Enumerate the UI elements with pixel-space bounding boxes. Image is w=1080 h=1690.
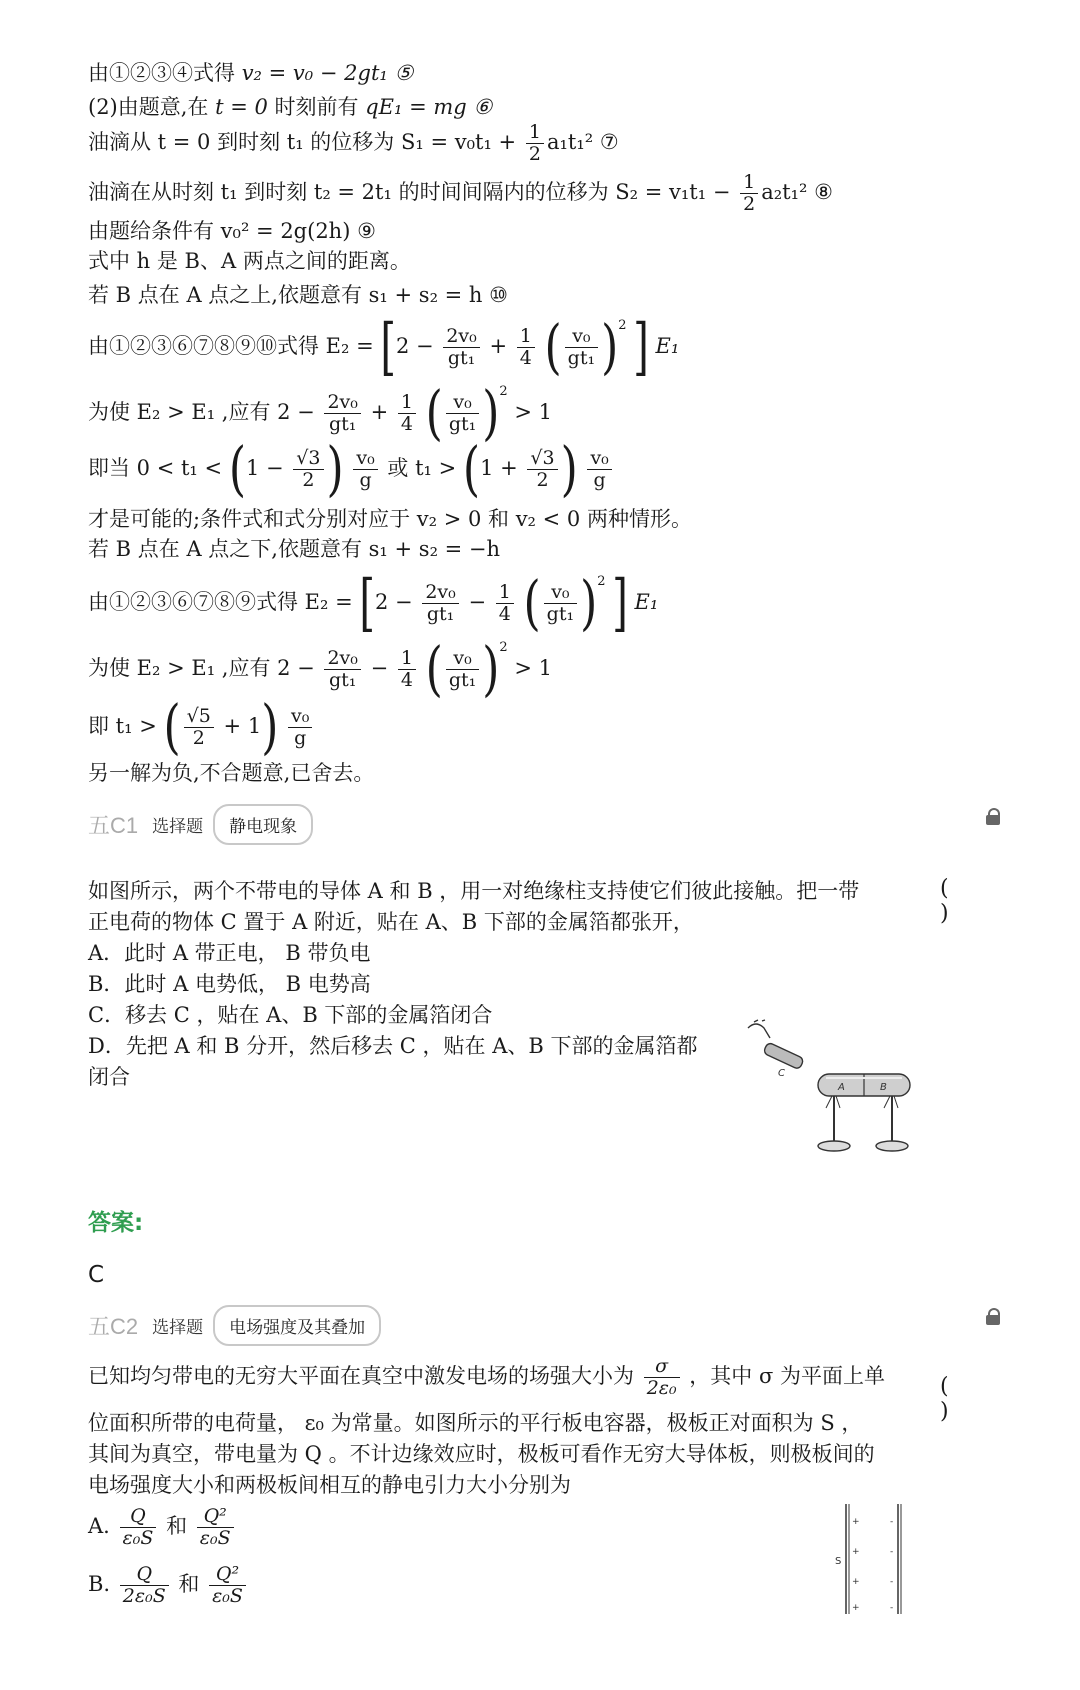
label-b: B <box>880 1082 887 1093</box>
solution-line-4: 油滴在从时刻 t₁ 到时刻 t₂ = 2t₁ 的时间间隔内的位移为 S₂ = v₁t₁ − $\frac{1}{2}$ a₂t₁² ⑧ <box>88 171 833 215</box>
solution-line-5: 由题给条件有 v₀² = 2g(2h) ⑨ <box>88 219 376 243</box>
svg-text:-: - <box>890 1547 894 1557</box>
q1-conductor-figure <box>740 1018 920 1160</box>
label-a: A <box>838 1082 845 1093</box>
q1-answer-paren: ( ) <box>940 876 993 926</box>
answer-label: 答案: <box>88 1210 144 1236</box>
solution-line-7: 若 B 点在 A 点之上,依题意有 s₁ + s₂ = h ⑩ <box>88 283 508 307</box>
q2-answer-paren: ( ) <box>940 1374 993 1424</box>
svg-text:+: + <box>852 1517 860 1527</box>
label-c: C <box>778 1068 785 1079</box>
svg-text:-: - <box>890 1577 894 1587</box>
q2-type: 选择题 <box>152 1318 204 1338</box>
q1-type: 选择题 <box>152 817 204 837</box>
q1-code: 五C1 <box>88 813 139 838</box>
q1-option-a: A．此时 A 带正电， B 带负电 <box>88 941 371 965</box>
answer-value: C <box>88 1262 105 1288</box>
label-s: S <box>835 1556 842 1567</box>
solution-line-8: 由①②③⑥⑦⑧⑨⑩式得 E₂ = [2 − $\frac{\text{2v₀}}{\text{gt₁}}$ + $\frac{1}{4}$ ( $\frac{\text{v₀}}{\text{gt₁}}$ )$^2$ ] E₁ <box>88 311 680 384</box>
q2-stem-line-1: 已知均匀带电的无穷大平面在真空中激发电场的场强大小为 $\frac{\sigma}{\text{2ε₀}}$ ，其中 σ 为平面上单 <box>88 1355 885 1399</box>
solution-line-15: 即 t₁ > ( $\frac{√5}{2}$ + 1) $\frac{\text{v₀}}{g}$ <box>88 700 315 755</box>
q2-option-b: B. $\frac{Q}{\text{2ε₀S}}$ 和 $\frac{\text{Q²}}{\text{ε₀S}}$ <box>88 1564 249 1607</box>
solution-line-13: 由①②③⑥⑦⑧⑨式得 E₂ = [2 − $\frac{\text{2v₀}}{\text{gt₁}}$ − $\frac{1}{4}$ ( $\frac{\text{v₀}}{\text{gt₁}}$ )$^2$ ] E₁ <box>88 567 659 640</box>
q1-option-d: D．先把 A 和 B 分开，然后移去 C ，贴在 A、B 下部的金属箔都 <box>88 1034 698 1058</box>
q2-header <box>88 1305 381 1346</box>
solution-line-9: 为使 E₂ > E₁ ,应有 2 − $\frac{\text{2v₀}}{\text{gt₁}}$ + $\frac{1}{4}$ ( $\frac{\text{v₀}}{\text{gt₁}}$ )$^2$ > 1 <box>88 379 553 448</box>
svg-text:+: + <box>852 1603 860 1613</box>
solution-line-10: 即当 0 < t₁ < (1 − $\frac{√3}{2}$ ) $\frac{\text{v₀}}{g}$ 或 t₁ > (1 + $\frac{√3}{2}$ ) $\frac{\text{v₀}}{g}$ <box>88 442 615 497</box>
solution-line-11: 才是可能的;条件式和式分别对应于 v₂ > 0 和 v₂ < 0 两种情形。 <box>88 507 692 531</box>
q1-option-c: C．移去 C ，贴在 A、B 下部的金属箔闭合 <box>88 1003 493 1027</box>
solution-line-3: 油滴从 t = 0 到时刻 t₁ 的位移为 S₁ = v₀t₁ + $\frac{1}{2}$ a₁t₁² ⑦ <box>88 121 619 165</box>
svg-text:-: - <box>890 1517 894 1527</box>
solution-line-16: 另一解为负,不合题意,已舍去。 <box>88 761 375 785</box>
q1-tag[interactable]: 静电现象 <box>213 804 313 845</box>
q1-stem: 如图所示，两个不带电的导体 A 和 B ，用一对绝缘柱支持使它们彼此接触。把一带 正电荷的物体 C 置于 A 附近，贴在 A、B 下部的金属箔都张开， A．此时 A 带正电， B 带负电 B．此时 A 电势低， B 电势高 C．移去 C ，贴在 A、B 下部的金属箔闭合 D．先把 A 和 B 分开，然后移去 C ，贴在 A、B 下部的金属箔都 闭合 <box>88 879 860 1089</box>
q1-header <box>88 804 313 845</box>
solution-line-12: 若 B 点在 A 点之下,依题意有 s₁ + s₂ = −h <box>88 537 501 561</box>
q2-capacitor-figure <box>828 1500 908 1618</box>
q2-stem: 位面积所带的电荷量， ε₀ 为常量。如图所示的平行板电容器，极板正对面积为 S ， 其间为真空，带电量为 Q 。不计边缘效应时，极板可看作无穷大导体板，则极板间的 电场强度大小和两极板间相互的静电引力大小分别为 <box>88 1411 875 1497</box>
q2-tag[interactable]: 电场强度及其叠加 <box>213 1305 381 1346</box>
q2-lock-icon[interactable] <box>986 1308 1000 1324</box>
solution-line-6: 式中 h 是 B、A 两点之间的距离。 <box>88 249 411 273</box>
q1-lock-icon[interactable] <box>986 808 1000 824</box>
q2-code: 五C2 <box>88 1314 139 1339</box>
q2-option-a: A. $\frac{Q}{\text{ε₀S}}$ 和 $\frac{\text{Q²}}{\text{ε₀S}}$ <box>88 1506 237 1549</box>
svg-text:-: - <box>890 1603 894 1613</box>
solution-line-14: 为使 E₂ > E₁ ,应有 2 − $\frac{\text{2v₀}}{\text{gt₁}}$ − $\frac{1}{4}$ ( $\frac{\text{v₀}}{\text{gt₁}}$ )$^2$ > 1 <box>88 635 553 704</box>
svg-text:+: + <box>852 1577 860 1587</box>
q1-option-b: B．此时 A 电势低， B 电势高 <box>88 972 371 996</box>
charged-rod-c <box>748 1020 804 1079</box>
solution-line-2: (2)由题意,在 t = 0 时刻前有 qE₁ = mg ⑥ <box>88 95 493 119</box>
solution-line-1: 由①②③④式得 v₂ = v₀ − 2gt₁ ⑤ <box>88 61 414 85</box>
svg-text:+: + <box>852 1547 860 1557</box>
